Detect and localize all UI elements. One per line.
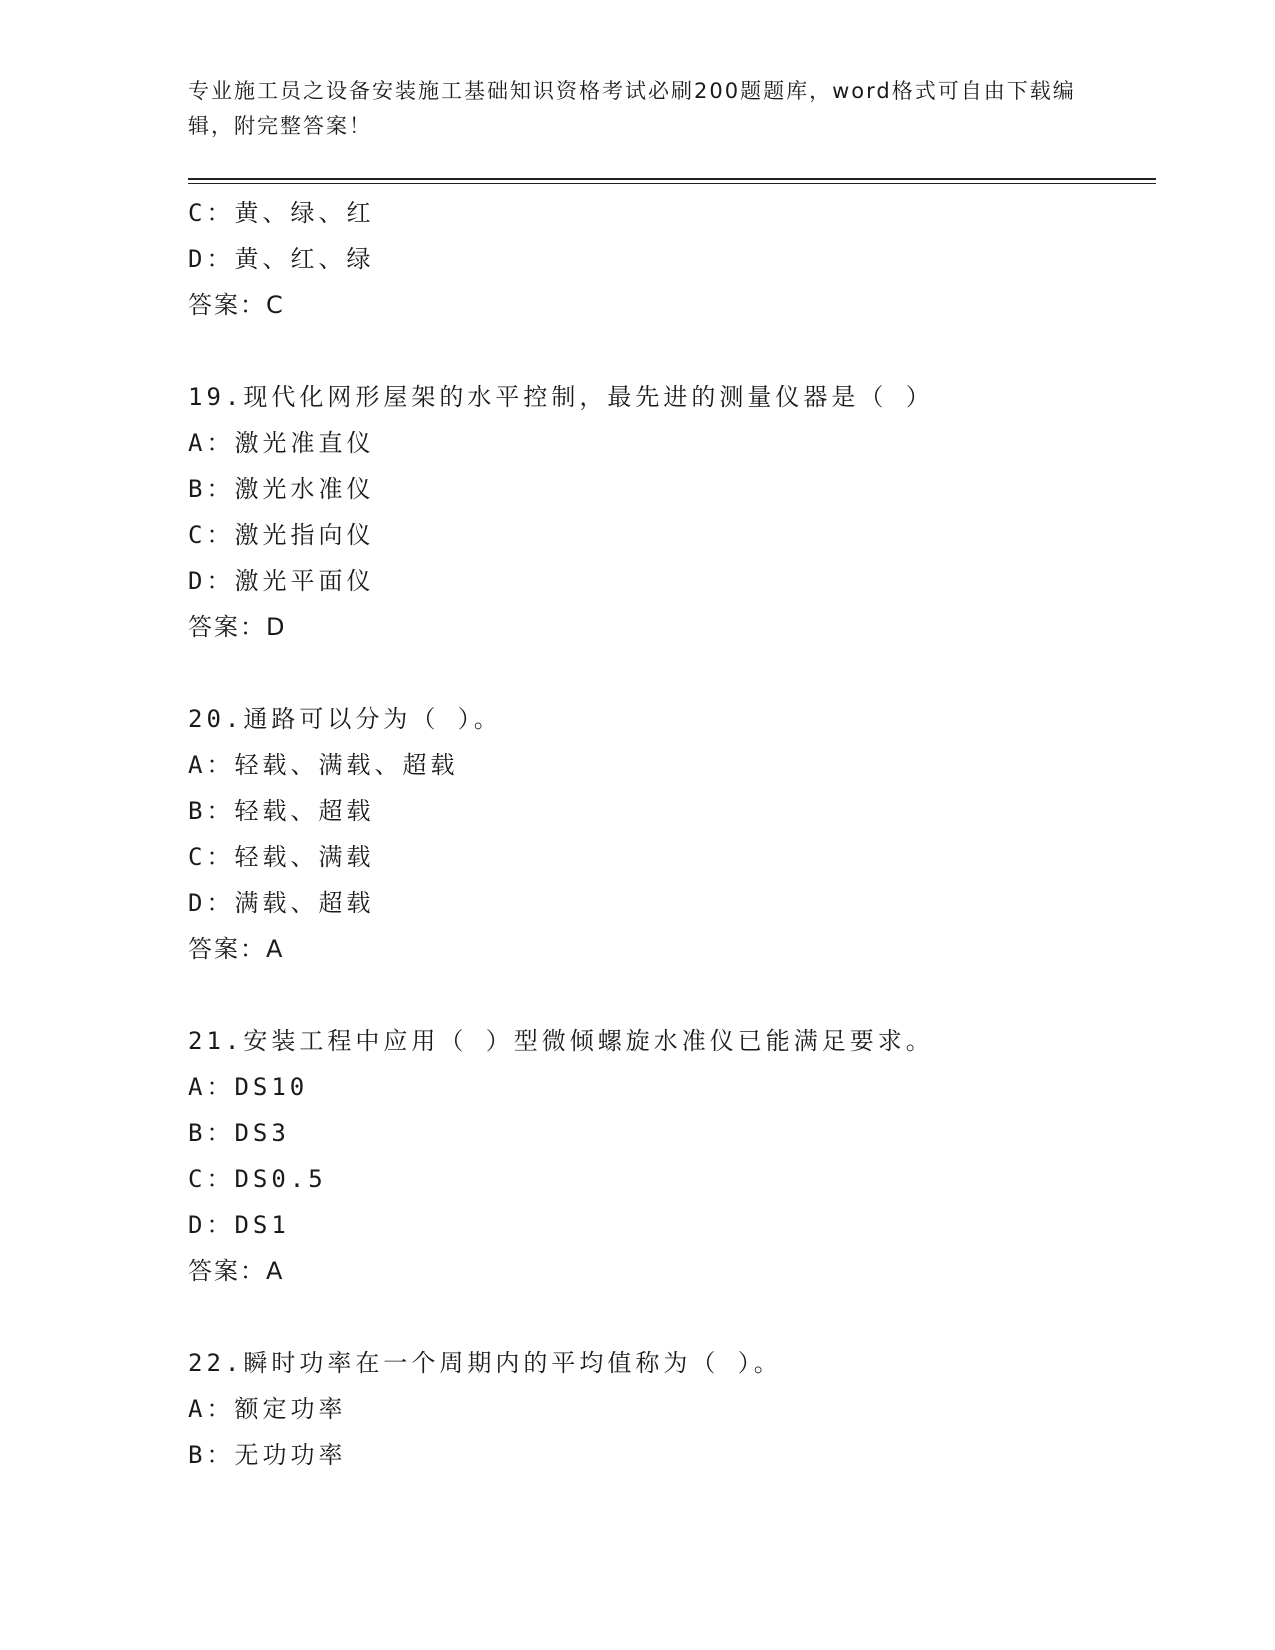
option-a: A：额定功率 (188, 1395, 347, 1423)
answer-line: 答案：C (188, 291, 285, 319)
option-a: A：激光准直仪 (188, 429, 375, 457)
option-c: C：轻载、满载 (188, 843, 375, 871)
answer-line: 答案：D (188, 613, 287, 641)
option-d: D：黄、红、绿 (188, 245, 375, 273)
option-d: D：激光平面仪 (188, 567, 375, 595)
option-c: C：激光指向仪 (188, 521, 375, 549)
question-stem: 19.现代化网形屋架的水平控制，最先进的测量仪器是（ ） (188, 383, 934, 411)
header-rule-thin (188, 183, 1156, 184)
option-b: B：DS3 (188, 1119, 290, 1147)
answer-line: 答案：A (188, 935, 285, 963)
option-c: C：黄、绿、红 (188, 199, 375, 227)
option-b: B：激光水准仪 (188, 475, 375, 503)
question-stem: 22.瞬时功率在一个周期内的平均值称为（ ）。 (188, 1349, 782, 1377)
option-a: A：DS10 (188, 1073, 309, 1101)
header-rule-thick (188, 178, 1156, 180)
question-stem: 21.安装工程中应用（ ）型微倾螺旋水准仪已能满足要求。 (188, 1027, 934, 1055)
question-list (188, 190, 1148, 1478)
option-c: C：DS0.5 (188, 1165, 327, 1193)
option-a: A：轻载、满载、超载 (188, 751, 459, 779)
option-b: B：无功功率 (188, 1441, 347, 1469)
document-header: 专业施工员之设备安装施工基础知识资格考试必刷200题题库，word格式可自由下载编辑，附完整答案！ (188, 79, 1076, 138)
option-d: D：DS1 (188, 1211, 290, 1239)
answer-line: 答案：A (188, 1257, 285, 1285)
option-d: D：满载、超载 (188, 889, 375, 917)
question-stem: 20.通路可以分为（ ）。 (188, 705, 502, 733)
option-b: B：轻载、超载 (188, 797, 375, 825)
